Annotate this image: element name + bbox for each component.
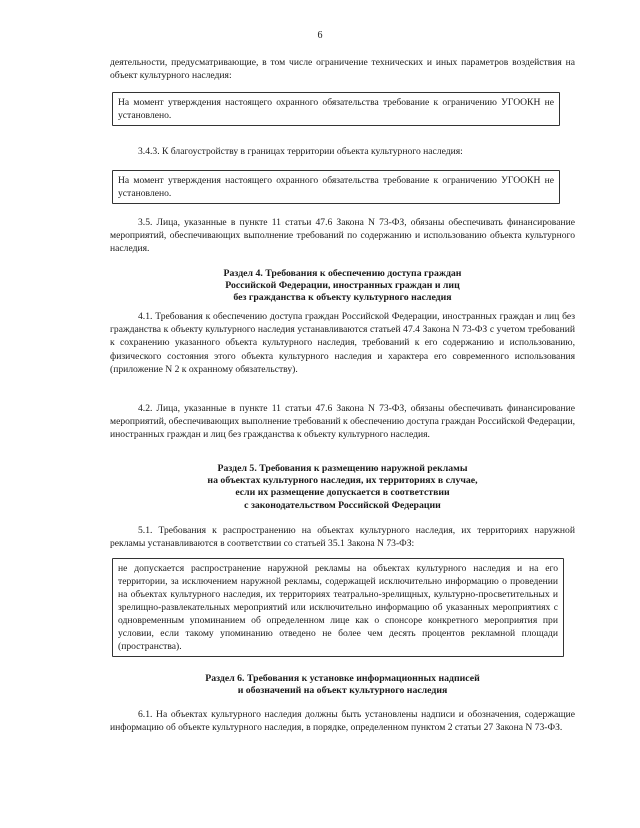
paragraph-6-1: 6.1. На объектах культурного наследия должны быть установлены надписи и обозначения, содержащие информацию об объекте культурного наследия, в порядке, определенном пунктом 2 статьи 27 Закона N 73-ФЗ. [110,709,575,734]
section-6-heading [110,673,575,697]
section-5-heading-line-3: если их размещение допускается в соответствии [235,487,450,499]
requirement-box-2: На момент утверждения настоящего охранного обязательства требование к ограничению УГООКН не установлено. [112,170,560,204]
paragraph-3-5: 3.5. Лица, указанные в пункте 11 статьи 47.6 Закона N 73-ФЗ, обязаны обеспечивать финансирование мероприятий, обеспечивающих выполнение требований по содержанию и использованию объекта культурного наследия. [110,217,575,255]
section-5-heading [110,463,575,512]
page-number: 6 [317,30,323,41]
requirement-box-3: не допускается распространение наружной рекламы на объектах культурного наследия и на его территории, за исключением наружной рекламы, содержащей исключительно информацию о проведении на объектах культурного наследия, их территориях театрально-зрелищных, культурно-просветительных и зрелищно-развлекательных мероприятий или исключительно информацию об указанных мероприятиях с одновременным упоминанием об определенном лице как о спонсоре конкретного мероприятия при условии, если такому упоминанию отведено не более чем десять процентов рекламной площади (пространства). [112,558,564,657]
section-4-heading-line-1: Раздел 4. Требования к обеспечению доступа граждан [223,268,462,279]
paragraph-4-2: 4.2. Лица, указанные в пункте 11 статьи 47.6 Закона N 73-ФЗ, обязаны обеспечивать финансирование мероприятий, обеспечивающих выполнение требований к обеспечению доступа граждан Российской Федерации, иностранных граждан и лиц без гражданства к объекту культурного наследия. [110,403,575,441]
section-6-heading-line-1: Раздел 6. Требования к установке информационных надписей [205,673,480,684]
section-5-heading-line-1: Раздел 5. Требования к размещению наружной рекламы [217,463,468,474]
section-4-heading-line-3: без гражданства к объекту культурного наследия [233,292,452,304]
paragraph-4-1: 4.1. Требования к обеспечению доступа граждан Российской Федерации, иностранных граждан и лиц без гражданства к объекту культурного наследия устанавливаются статьей 47.4 Закона N 73-ФЗ с учетом требований к сохранению указанного объекта культурного наследия, требований к его содержанию и использованию, физического состояния этого объекта культурного наследия и характера его современного использования (приложение N 2 к охранному обязательству). [110,311,575,375]
paragraph-intro: деятельности, предусматривающие, в том числе ограничение технических и иных параметров воздействия на объект культурного наследия: [110,57,575,82]
section-6-heading-line-2: и обозначений на объект культурного наследия [237,685,448,697]
section-4-heading-line-2: Российской Федерации, иностранных граждан и лиц [225,280,460,292]
paragraph-5-1: 5.1. Требования к распространению на объектах культурного наследия, их территориях наружной рекламы устанавливаются в соответствии со статьей 35.1 Закона N 73-ФЗ: [110,525,575,550]
section-5-heading-line-4: с законодательством Российской Федерации [244,499,441,511]
section-5-heading-line-2: на объектах культурного наследия, их территориях в случае, [207,475,478,487]
section-4-heading [110,268,575,305]
paragraph-3-4-3: 3.4.3. К благоустройству в границах территории объекта культурного наследия: [138,146,463,157]
requirement-box-1: На момент утверждения настоящего охранного обязательства требование к ограничению УГООКН не установлено. [112,92,560,126]
